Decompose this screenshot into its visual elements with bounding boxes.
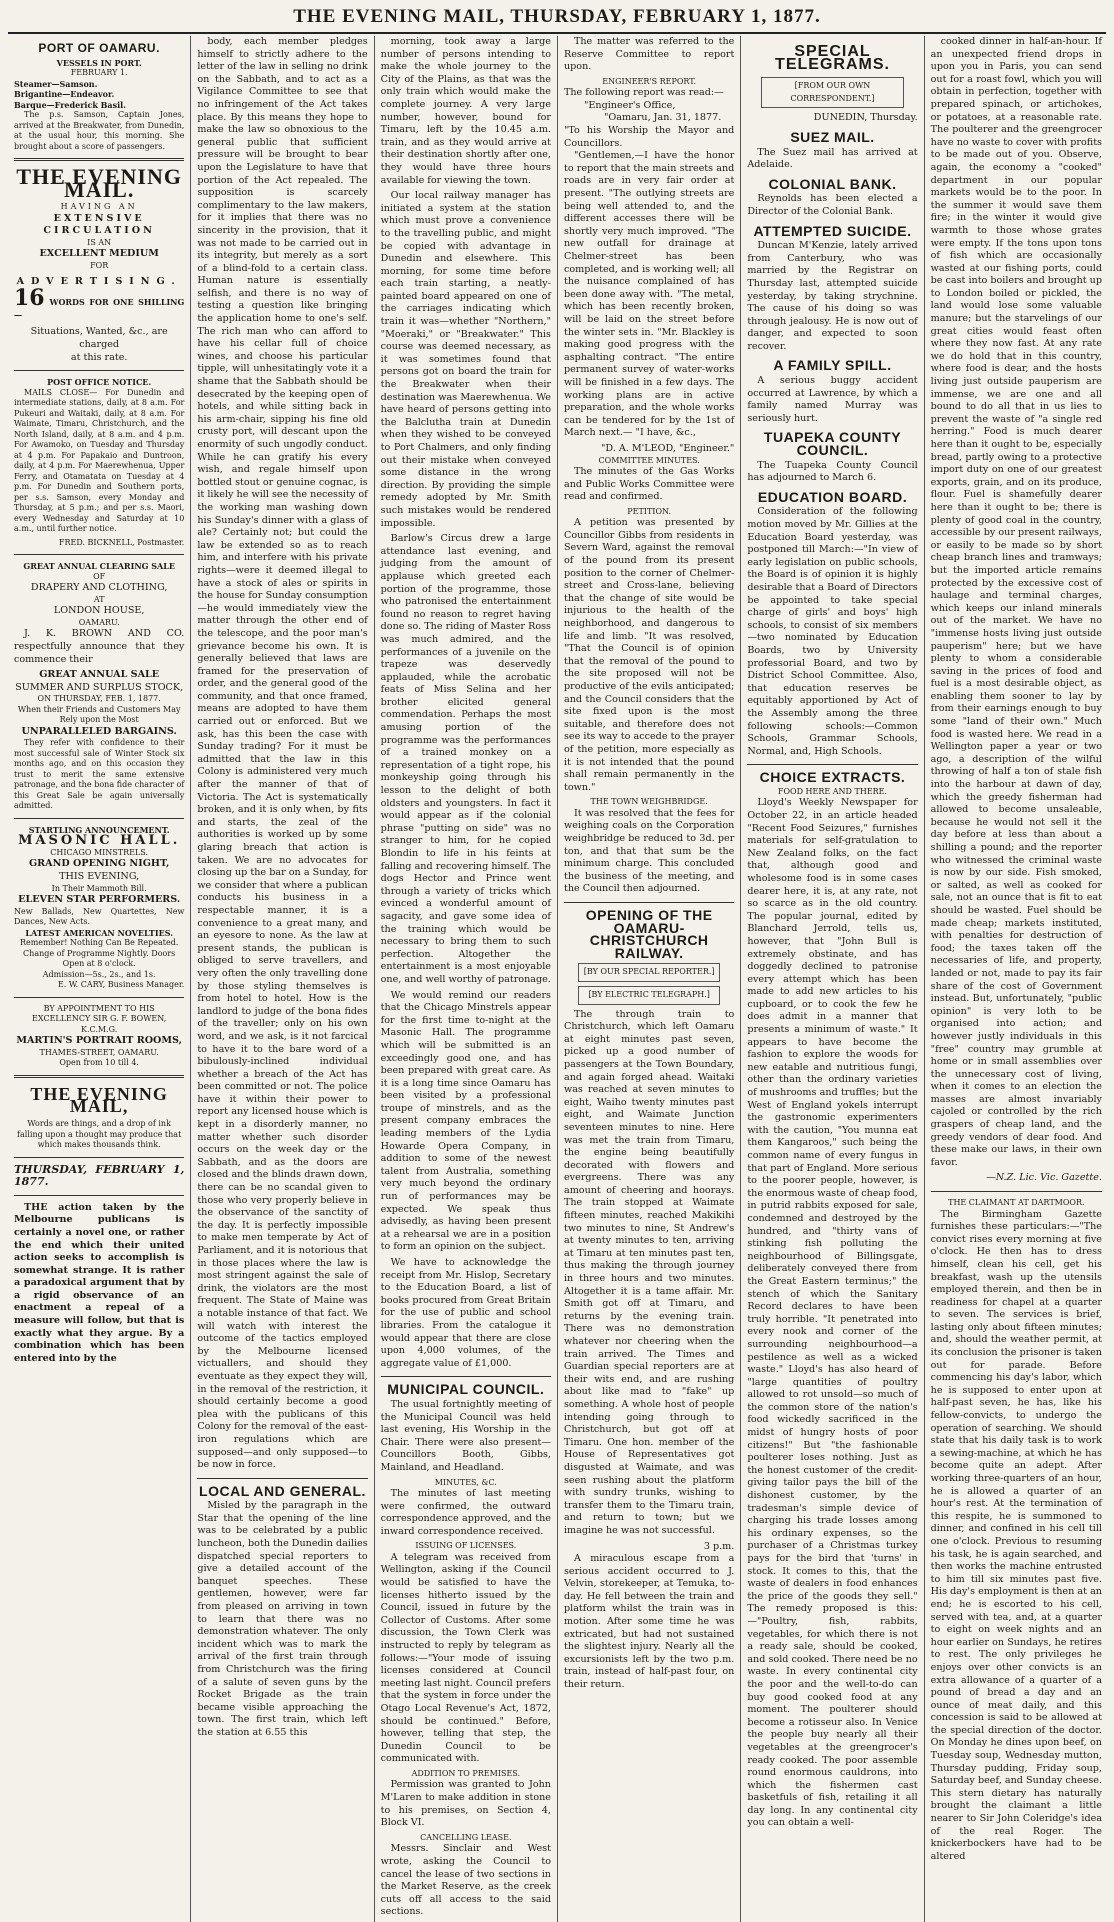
sale-refer: They refer with confidence to their most successful sale of Winter Stock six months ago, and on this occasion they trust to merit the same extensive patronage, and the bona fide character of this Great Sale be again universally admitted. <box>14 738 185 811</box>
sale-drapery: DRAPERY AND CLOTHING, <box>30 582 168 594</box>
thames: THAMES-STREET, OAMARU. <box>39 1047 159 1057</box>
sale-oamaru: OAMARU. <box>78 617 120 627</box>
divider <box>14 158 184 161</box>
ad-situations: Situations, Wanted, &c., are charged <box>30 326 168 350</box>
new-list: New Ballads, New Quartettes, New Dances, New Acts. <box>14 906 185 927</box>
ad-extensive: EXTENSIVE CIRCULATION <box>43 212 155 237</box>
food-source: —N.Z. Lic. Vic. Gazette. <box>986 1172 1102 1184</box>
petition-text: A petition was presented by Councillor Gibbs from residents in Severn Ward, against the removal of the pound from its present position to the corner of Chelmer-street and Cross-lane, believing that the change of site would be injurious to the health of the neighborhood, and dangerous to life and limb. "It was resolved, "That the Council is of opinion that the removal of the pound to the site proposed will not be productive of the evils anticipated; and the Council considers that the site fixed upon is the most suitable, and therefore does not see its way to accede to the prayer of the petition, more especially as it is not intended that the pound shall remain permanently in the town." <box>563 517 735 793</box>
municipal-heading: MUNICIPAL COUNCIL. <box>387 1381 545 1398</box>
eleven: ELEVEN STAR PERFORMERS. <box>18 894 181 906</box>
masonic-heading: MASONIC HALL. <box>18 833 181 849</box>
railway-text: The through train to Christchurch, which left Oamaru at eight minutes past seven, picked up a good number of passengers at the Town Boundary, and again forged ahead. Waitaki was reached at seven minutes to eight, Waiho twenty minutes past eight, and Waimate Junction seventeen minutes to nine. Here was met the train from Timaru, the engine being beautifully decorated with flowers and evergreens. There was any amount of cheering and hoorays. The train stopped at Waimate fifteen minutes, reached Makikihi two minutes to nine, St Andrew's at twenty minutes to ten, arriving at Timaru at ten minutes past ten, thus making the through journey in three hours and two minutes. Altogether it is a tame affair. Mr. Smith got off at Timaru, and returns by the evening train. There was no demonstration whatever nor cheering when the train arrived. The Times and Guardian special reporters are at their wits end, and are rushing about like mad to "fake" up something. A whole host of people intending going through to Christchurch, but got off at Timaru. One hon. member of the House of Representatives got disgusted at Waimate, and was seen rushing about the platform with sundry trunks, wishing to transfer them to the Timaru train, and return to town; but we imagine he was not successful. <box>563 1008 735 1536</box>
food-heading: FOOD HERE AND THERE. <box>777 786 888 796</box>
vessels-heading: VESSELS IN PORT. <box>56 57 142 68</box>
sale-at: AT <box>93 594 105 604</box>
ad-words-text: WORDS FOR ONE SHILLING— <box>14 297 185 320</box>
sale-summer: SUMMER AND SURPLUS STOCK, <box>15 681 184 693</box>
column-2 <box>191 36 374 1922</box>
ad-words-line <box>14 285 185 322</box>
bank-text: Reynolds has been elected a Director of the Colonial Bank. <box>747 193 918 217</box>
divider <box>14 997 184 998</box>
divider <box>747 764 917 765</box>
sale-brown: J. K. BROWN AND CO. respectfully announce that they commence their <box>14 628 185 665</box>
column-6 <box>925 36 1108 1922</box>
by-special-reporter: [BY OUR SPECIAL REPORTER.] <box>578 963 720 982</box>
committee-heading: COMMITTEE MINUTES. <box>598 455 700 465</box>
post-heading: POST OFFICE NOTICE. <box>47 377 152 388</box>
lease-text: Messrs. Sinclair and West wrote, asking the Council to cancel the lease of two sections in the Market Reserve, as the creek cuts off all access to the said sections. <box>380 1843 551 1918</box>
circus-paragraph: Barlow's Circus drew a large attendance last evening, and judging from the amount of applause which greeted each portion of the programme, those who patronised the entertainment found no reason to regret having done so. The riding of Master Ross was much admired, and the performances of a juvenile on the trapeze was deservedly applauded, while the acrobatic feats of Miss Selina and her brother elicited general commendation. Perhaps the most amusing portion of the programme was the performances of a trained monkey on a representation of a tight rope, his monkeyship going through his lesson to the delight of both oldsters and youngsters. In fact it would appear as if the colonial phrase "putting on side" was no stranger to him, for he copied Blondin to life in his feints at falling and recovering himself. The dogs Hector and Prince went through a variety of tricks which evinced a wonderful amount of sagacity, and gave some idea of the training which would be necessary to bring them to such perfection. Altogether the entertainment is a most enjoyable one, and well worthy of patronage. <box>380 533 551 985</box>
time-stamp: 3 p.m. <box>703 1540 735 1552</box>
appointment: BY APPOINTMENT TO HIS EXCELLENCY SIR G. F. BOWEN, K.C.M.G. <box>32 1003 167 1034</box>
this-evening: THIS EVENING, <box>59 871 140 883</box>
correspondent: [FROM OUR OWN CORRESPONDENT.] <box>761 77 903 108</box>
engineer-to: "To his Worship the Mayor and Councillors. <box>563 125 735 149</box>
lease-heading: CANCELLING LEASE. <box>420 1832 512 1842</box>
engineer-office: "Engineer's Office, <box>583 99 676 111</box>
sale-friends: When their Friends and Customers May Rely upon the Most <box>17 704 181 725</box>
spill-heading: A FAMILY SPILL. <box>773 357 892 374</box>
claimant-heading: THE CLAIMANT AT DARTMOOR. <box>948 1198 1085 1208</box>
leader-text: THE action taken by the Melbourne publicans is certainly a novel one, or rather the end which their united action seeks to accomplish is somewhat strange. It is rather a paradoxical argument that by a rigid observance of an enactment a repeal of a measure will follow, but that is exactly what they argue. By a combination which has been entered into by the <box>14 1201 185 1364</box>
mammoth: In Their Mammoth Bill. <box>51 883 147 893</box>
local-general-heading: LOCAL AND GENERAL. <box>199 1482 366 1499</box>
ad-excellent: EXCELLENT MEDIUM <box>39 248 159 260</box>
leader-continued: body, each member pledges himself to strictly adhere to the letter of the law in selling no drink on the Sabbath, and to act as a Vigilance Committee to see that no infringement of the Act takes place. By this means they hope to make the law so obnoxious to the general public that sufficient pressure will be brought to bear upon the Legislature to have that portion of the Act repealed. The supposition is scarcely complimentary to the law makers, for it implies that there was no sincerity in the provision, that it was not made to be carried out in its integrity, but merely as a sort of a blind-fold to a certain class. Human nature is essentially selfish, and there is no way of testing a question like bringing the application home to one's self. The rich man who can afford to have his cellar full of choice wines, and choose his particular tipple, will unhesitatingly vote it a shame that the Sabbath should be desecrated by the keeping open of hotels, and while sitting back in his arm-chair, sipping his fine old crusty port, will descant upon the enormity of such ungodly conduct. While he can gratify his every wish, and regale himself upon bottled stout or genuine cognac, is it likely he will see the necessity of the working man washing down his Sunday's dinner with a glass of ale? Certainly not; but could the law be extended so as to reach him, and interfere with his private rights—were it deemed illegal to have a stock of ales or spirits in the house for Sunday consumption—he would immediately view the matter through the other end of the telescope, and the poor man's grievance become his own. It is generally believed that laws are framed for the preservation of order, and the general good of the community, and that once framed, means are adopted to have them carried out or enforced. But we ask, has this been the case with Sunday trading? For it must be admitted that the law in this Colony is administered very much after the manner of that of Victoria. The Act is systematically broken, and it is only when, by fits and starts, the zeal of the authorities is worked up by some glaring breach that action is taken. We are no advocates for closing up the bar on a Sunday, for we consider that where a publican conducts his business in a respectable manner, it is a convenience to a great many, and an eyesore to none. As the law at present stands, the publican is obliged to serve travellers, and very often the only travelling done by those styling themselves is from hotel to hotel. How is the landlord to judge of the bona fides of the traveller; only on his own word, and we ask, is it not farcical to have it to the bare word of a bibulously-inclined individual whether a breach of the Act has been committed or not. The police have it within their power to report any licensed house which is kept in a disorderly manner, no matter whether such disorder occurs on the week day or the Sabbath, and as the doors are closed and the blinds drawn down, there can be no scandal given to those who very properly believe in the observance of the sanctity of the day. It is perfectly impossible to make men temperate by Act of Parliament, and it is notorious that in those places where the law is most stringent against the sale of drink, the violators are the most frequent. The State of Maine was a notable instance of that fact. We will watch with interest the outcome of the tactics employed by the Melbourne licensed victuallers, and should they eventuate as they expect they will, in the removal of the restriction, it should certainly become a good plea with the publicans of this Colony for the removal of the east-iron regulations which are supposed—and only supposed—to be now in force. <box>197 36 368 1471</box>
ad-having: HAVING AN <box>60 202 138 212</box>
books-paragraph: We have to acknowledge the receipt from Mr. Hislop, Secretary to the Education Board, a list of books procured from Great Britain for the use of public and school libraries. From the catalogue it would appear that there are close upon 4,000 volumes, of the aggregate value of £1,000. <box>380 1257 551 1369</box>
grand: GRAND OPENING NIGHT, <box>28 858 170 870</box>
column-5 <box>741 36 924 1922</box>
vessels-date: FEBRUARY 1. <box>70 68 128 78</box>
minstrels-paragraph: We would remind our readers that the Chicago Minstrels appear for the first time to-night at the Masonic Hall. The programme which will be submitted is an exceedingly good one, and has been prepared with great care. As it is a long time since Oamaru has been visited by a professional troupe of minstrels, and as the present company embraces the leading members of the Lydia Howarde Opera Company, in addition to some of the newest talent from Australia, something very much beyond the ordinary run of performances may be expected. We speak thus advisedly, as having been present at a rehearsal we are in a position to form an opinion on the subject. <box>380 989 551 1253</box>
committee-text: The minutes of the Gas Works and Public Works Committee were read and confirmed. <box>563 466 735 503</box>
bank-heading: COLONIAL BANK. <box>768 175 897 192</box>
food-text: Lloyd's Weekly Newspaper for October 22, in an article headed "Recent Food Seizures," furnishes materials for self-gratulation to New Zealand folks, on the fact that, although good and wholesome food is in some cases dearer here, it is, at any rate, not so scarce as in the old country. The popular journal, edited by Blanchard Jerrold, tells us, however, that "John Bull is extremely obstinate, and has doggedly declined to patronise every attempt which has been made to add new articles to his cupboard, or to cook the few he does admit in a manner that presents a minimum of waste." It appears to have become the fashion to explore the woods for new eatable and nutritious fungi, other than the ordinary varieties of mushrooms and truffles; but the West of England yokels interrupt the gastronomic experimenters with the caution, "You munna eat them Kangaroos," such being the common name of every fungus in that part of England. More serious to the poorer people, however, is the enormous waste of cheap food, in putrid rabbits exposed for sale, condemned and destroyed by the hundred, and "thirty vans of stinking fish polluting the neighbourhood of Billingsgate, deliberately conveyed there from the Great Eastern terminus;" the stench of which the Sanitary Record declares to have been truly horrible. "It penetrated into every nook and corner of the surrounding neighbourhood—a pestilence as well as a wicked waste." Lloyd's has also heard of "large quantities of poultry allowed to rot unsold—so much of the common store of the nation's food wickedly sacrificed in the midst of hungry hosts of poor citizens!" But "the fashionable poulterer loses nothing. Just as the honest customer of the credit-giving tailor pays the bill of the dishonest customer, by the tradesman's simple device of charging his trade losses among his ordinary expenses, so the purchaser of a Christmas turkey pays for the bird that 'turns' in stock. It comes to this, that the waste of dealers in food enhances the price of the goods they sell." The remedy proposed is this:—"Poultry, fish, rabbits, vegetables, for which there is not a ready sale, should be cooked, and sold cooked. There need be no waste. In every continental city the poor and the well-to-do can buy good cooked food at any moment. The poulterer should become a rotisseur also. In Venice the people buy nearly all their vegetables at the greengrocer's ready cooked. The poor assemble round enormous cauldrons, into which the fishermen cast basketfuls of fish, retailing it all day long. In any continental city you can obtain a well- <box>747 797 918 1829</box>
post-text: MAILS CLOSE— For Dunedin and intermediate stations, daily, at 8 a.m. For Pukeuri and Waitaki, daily, at 8 a.m. For Waimate, Timaru, Christchurch, and the North Island, daily, at 8 a.m. and 4 p.m. For Awamoko, on Tuesday and Thursday at 4 p.m. For Papakaio and Duntroon, daily, at 4 p.m. For Maerewhenua, Upper Ferry, and Otamatata on Tuesday at 4 p.m. For Dunedin and Southern ports, per s.s. Samson, every Monday and Thursday, at 5 p.m.; and per s.s. Maori, every Wednesday and Saturday at 10 a.m., until further notice. <box>14 387 185 534</box>
sale-date: ON THURSDAY, FEB. 1, 1877. <box>37 694 161 704</box>
education-text: Consideration of the following motion moved by Mr. Gillies at the Education Board yesterday, was postponed till March:—"In view of early legislation on public schools, the Board is of opinion it is highly desirable that a Board of Directors be appointed to take special charge of girls' and boys' high schools, to consist of six members—two nominated by Education Boards, two by University professorial Board, and two by District School Committee. Also, that education reserves be equitably apportioned by Act of the Assembly among the three following schools:—Common Schools, Grammar Schools, Normal, and, High Schools. <box>747 506 918 757</box>
premises-heading: ADDITION TO PREMISES. <box>411 1768 521 1778</box>
chicago: CHICAGO MINSTRELS. <box>50 847 149 857</box>
minutes-text: The minutes of last meeting were confirmed, the outward correspondence approved, and the inward correspondence received. <box>380 1488 551 1537</box>
sale-london: LONDON HOUSE, <box>53 605 145 617</box>
engineer-sign: "D. A. M'LEOD, "Engineer." <box>600 442 735 454</box>
divider <box>564 902 734 903</box>
ad-advertising: ADVERTISING. <box>16 275 182 287</box>
engineer-text: "Gentlemen,—I have the honor to report that the main streets and roads are in very fair order at present. "The outlying streets are being well attended to, and the different accesses there will be shortly very much improved. "The new outfall for drainage at Chelmer-street has been completed, and is working well; all the nuisance complained of has been done away with. "The metal, which has been recently broken, will be laid on the street before the winter sets in. "Mr. Blackley is making good progress with the asphalting contract. "The entire permanent survey of water-works will be finished in a few days. The working plans are in active preparation, and the whole works can be tendered for by the 1st of March next.— "I have, &c., <box>563 150 735 439</box>
motto: Words are things, and a drop of ink falling upon a thought may produce that which makes thousands think. <box>17 1119 182 1150</box>
vessel-item: Barque—Frederick Basil. <box>14 99 126 110</box>
ad-for: FOR <box>90 261 109 271</box>
suez-heading: SUEZ MAIL. <box>790 128 875 145</box>
reserve-text: The matter was referred to the Reserve Committee to report upon. <box>563 36 735 73</box>
railway-heading: OPENING OF THE OAMARU-CHRISTCHURCH RAILWAY. <box>585 907 713 961</box>
remember: Remember! Nothing Can Be Repeated. Change of Programme Nightly. Doors Open at 8 o'clock. <box>19 938 179 969</box>
ad-words-number: 16 <box>14 285 45 312</box>
railway-paragraph: morning, took away a large number of persons intending to make the whole journey to the City of the Plains, as that was the only train which would make the complete journey. A very large number, however, bound for Timaru, left by the 10.45 a.m. train, and as they would arrive at their destination shortly after one, they would have three hours available for viewing the town. <box>380 36 551 186</box>
divider <box>197 1478 367 1479</box>
column-3 <box>375 36 558 1922</box>
divider <box>14 1157 184 1158</box>
ad-is-an: IS AN <box>87 237 112 247</box>
mail-title-2: THE EVENING MAIL, <box>30 1083 168 1117</box>
education-heading: EDUCATION BOARD. <box>757 488 908 505</box>
vessel-item: Brigantine—Endeavor. <box>14 89 115 100</box>
divider <box>14 818 184 819</box>
escape-text: A miraculous escape from a serious accident occurred to J. Velvin, storekeeper, at Temuka, to-day. He fell between the train and platform whilst the train was in motion. After some time he was extricated, but had not sustained the slightest injury. Nearly all the excursionists left by the two p.m. train, instead of half-past four, on their return. <box>563 1553 735 1691</box>
divider <box>14 554 184 555</box>
samson-note: The p.s. Samson, Captain Jones, arrived at the Breakwater, from Dunedin, at the usual hour, this morning. She brought about a score of passengers. <box>14 110 185 151</box>
sale-of: OF <box>93 571 106 581</box>
food-continued: cooked dinner in half-an-hour. If an unexpected friend drops in upon you in Paris, you can send out for a roast fowl, which you will obtain in perfection, together with prepared spinach, or artichokes, or potatoes, at a reasonable rate. The poulterer and the greengrocer have no waste to cover with profits to be made out of you. Observe, again, the economy a "cooked" department in our popular markets would be to the poor. In the summer it would save them fire; in the winter it would give warmth to those whose grates were empty. If the tons upon tons of fish which are occasionally wasted at our fishing ports, could be cast into boilers and brought up to London boiled or pickled, the land would lose some valuable manure; but the starvelings of our great cities would feast often where they now fast. At any rate we do hold that in this country, where food is dear, and the hosts living just outside pauperism are immense, we are one and all bound to do all that in us lies to prevent the waste of "a single red herring." Food is much dearer here than it ought to be, especially bread, partly owing to a protective import duty on one of our greatest exports, grain, and on its produce, flour. Fuel is shamefully dearer here than it ought to be; there is plenty of good coal in the country, accessible by our present railways, or easily to be made so by short cheap branch lines and tramways; but the imported article remains protected by the excessive cost of haulage and terminal charges, which keeps our inland minerals out of the market. We have no "immense hosts living just outside pauperism" here; but we have plenty to whom a considerable saving in the prices of food and fuel is a most desirable object, as enabling them sooner to lay by from their earnings enough to buy some "land of their own." Much food is wasted here. We read in a Wellington paper a year or two ago, a description of the wilful throwing of half a ton of stale fish into the harbour at dawn of day, which the greedy fisherman had allowed to become unsaleable, because he would not sell it the day before at less than about a shilling a pound; and the reporter who witnessed the criminal waste is now by our side. Fish smoked, or salted, as well as cooked for sale, not an ounce that is fit to eat should be wasted. Fuel should be made cheap; markets instituted, with penalties for destruction of food; the taxes taken off the necessaries of life, and property, landed or not, made to pay its fair share of the cost of Government instead. But, unfortunately, "public opinion" is very loth to be organised into action; and however justly individuals in this "free" country may grumble at home or in small assemblies over the unnecessary cost of living, when it comes to an election the masses are almost invariably cajoled or controlled by the rich graspers of cheap land, and the greedy vendors of dear food. And these make our laws, in their own favor. <box>930 36 1102 1168</box>
petition-heading: PETITION. <box>627 506 672 516</box>
engineer-intro: The following report was read:— <box>563 87 724 99</box>
tuapeka-heading: TUAPEKA COUNTY COUNCIL. <box>763 429 902 459</box>
suicide-text: Duncan M'Kenzie, lately arrived from Canterbury, who was married by the Registrar on Thursday last, attempted suicide yesterday, by taking strychnine. The cause of his doing so was through jealousy. He is now out of danger, and expected to soon recover. <box>747 240 918 352</box>
vessel-item: Steamer—Samson. <box>14 78 98 89</box>
spill-text: A serious buggy accident occurred at Lawrence, by which a family named Murray was seriously hurt. <box>747 375 918 424</box>
columns <box>8 36 1108 1918</box>
weighbridge-text: It was resolved that the fees for weighing coals on the Corporation weighbridge be reduced to 3d. per ton, and that that sum be the minimum charge. This concluded the business of the meeting, and the Council then adjourned. <box>563 807 735 895</box>
station-paragraph: Our local railway manager has initiated a system at the station which must prove a convenience to the travelling public, and might be copied with advantage in Dunedin and elsewhere. This morning, for some time before each train starting, a neatly-painted board appeared on one of the carriages indicating which train it was—whether "Northern," "Moeraki," or "Breakwater." This course was deemed necessary, as it was sometimes found that persons got on board the train for the Breakwater when their destination was Maerewhenua. We have heard of persons getting into the Balclutha train at Dunedin when they wished to be conveyed to Port Chalmers, and only finding out their mistake when conveyed some distance in the wrong direction. By providing the simple remedy adopted by Mr. Smith such mistakes would be rendered impossible. <box>380 190 551 529</box>
divider <box>14 1075 184 1078</box>
issuing-text: A telegram was received from Wellington, asking if the Council would be satisfied to have the licenses hitherto issued by the Council, issued in future by the Collector of Customs. After some discussion, the Town Clerk was instructed to reply by telegram as follows:—"Your mode of issuing licenses considered at Council meeting last night. Council prefers that the system in force under the Otago Local Revenue's Act, 1872, should be continued." Before, however, telling that step, the Dunedin Council to be communicated with. <box>380 1551 551 1765</box>
ad-rate: at this rate. <box>70 351 128 363</box>
latest: LATEST AMERICAN NOVELTIES. <box>25 927 173 938</box>
suicide-heading: ATTEMPTED SUICIDE. <box>753 222 912 239</box>
dunedin-dateline: DUNEDIN, Thursday. <box>813 112 918 124</box>
claimant-text: The Birmingham Gazette furnishes these particulars:—"The convict rises every morning at five o'clock. He then has to dress himself, clean his cell, get his breakfast, wash up the utensils employed therein, and then be in readiness for chapel at a quarter to seven. The services is brief, lasting only about fifteen minutes; and, should the weather permit, at its conclusion the prisoner is taken out for parade. Before commencing his day's labor, which he is supposed to enter upon at half-past seven, he has, like his fellow-convicts, to undergo the operation of searching. We should state that his daily task is to work a sewing-machine, at which he has become quite an adept. After working three-quarters of an hour, he is allowed a quarter of an hour's rest. At the termination of this respite, he is summoned to dinner, and confined in his cell till one o'clock. Previous to resuming his task, he is again searched, and then works the machine entrusted to him till six minutes past five. His day's employment is then at an end; he is escorted to his cell, served with tea, and, at a quarter to eight on week nights and an hour earlier on Sundays, he retires to rest. The only privileges he enjoys over other convicts is an extra allowance of a quarter of a pound of bread a day and an ounce of meat daily, and this concession is said to be allowed at the special direction of the doctor. On Monday he dines upon beef, on Tuesday soup, Wednesday mutton, Thursday pudding, Friday soup, Saturday beef, and Sunday cheese. This stern dietary has naturally brought the claimant a little nearer to Sir John Coleridge's idea of the real Roger. The knickerbockers have had to be altered <box>930 1208 1102 1862</box>
special-telegrams-heading: SPECIAL TELEGRAMS. <box>775 43 890 73</box>
engineer-date: "Oamaru, Jan. 31, 1877. <box>603 112 722 124</box>
startling-heading: STARTLING ANNOUNCEMENT. <box>28 824 170 835</box>
open-hours: Open from 10 till 4. <box>59 1058 139 1068</box>
column-1 <box>8 36 191 1922</box>
divider <box>14 1195 184 1196</box>
divider <box>381 1376 551 1377</box>
local-general-text: Misled by the paragraph in the Star that the opening of the line was to be celebrated by a public luncheon, both the Dunedin dailies dispatched special reporters to give a detailed account of the banquet speeches. These gentlemen, however, were far from pleased on arriving in town to learn that there was no demonstration whatever. The only incident which was to mark the arrival of the first train through from Christchurch was the firing of a salute of seven guns by the Rocket Brigade as the train became visible approaching the town. The first train, which left the station at 6.55 this <box>197 1500 368 1738</box>
cary: E. W. CARY, Business Manager. <box>57 980 185 990</box>
masthead: THE EVENING MAIL, THURSDAY, FEBRUARY 1, 1877. <box>8 2 1106 34</box>
sale-great: GREAT ANNUAL SALE <box>39 669 160 681</box>
divider <box>931 1191 1102 1192</box>
weighbridge-heading: THE TOWN WEIGHBRIDGE. <box>590 797 708 807</box>
minutes-heading: MINUTES, &C. <box>434 1477 497 1487</box>
sale-heading: GREAT ANNUAL CLEARING SALE <box>23 561 175 572</box>
premises-text: Permission was granted to John M'Laren to make addition in stone to his premises, on Section 4, Block VI. <box>380 1779 551 1829</box>
post-sign: FRED. BICKNELL, Postmaster. <box>58 537 185 547</box>
engineer-heading: ENGINEER'S REPORT. <box>602 76 697 86</box>
tuapeka-text: The Tuapeka County Council has adjourned to March 6. <box>747 459 918 484</box>
port-heading: PORT OF OAMARU. <box>38 41 160 55</box>
issue-date: THURSDAY, FEBRUARY 1, 1877. <box>14 1162 185 1189</box>
admission: Admission—5s., 2s., and 1s. <box>42 969 156 979</box>
column-4 <box>558 36 741 1922</box>
by-electric-telegraph: [BY ELECTRIC TELEGRAPH.] <box>578 986 720 1005</box>
issuing-heading: ISSUING OF LICENSES. <box>415 1541 517 1551</box>
mail-title: THE EVENING MAIL. <box>16 164 182 202</box>
sale-bargains: UNPARALLELED BARGAINS. <box>21 725 177 737</box>
choice-heading: CHOICE EXTRACTS. <box>759 769 906 786</box>
martin: MARTIN'S PORTRAIT ROOMS, <box>16 1035 182 1047</box>
municipal-text: The usual fortnightly meeting of the Municipal Council was held last evening, His Worship in the Chair. There were also present—Councillors Booth, Gibbs, Mainland, and Headland. <box>380 1398 551 1473</box>
divider <box>14 370 184 371</box>
suez-text: The Suez mail has arrived at Adelaide. <box>747 146 918 171</box>
